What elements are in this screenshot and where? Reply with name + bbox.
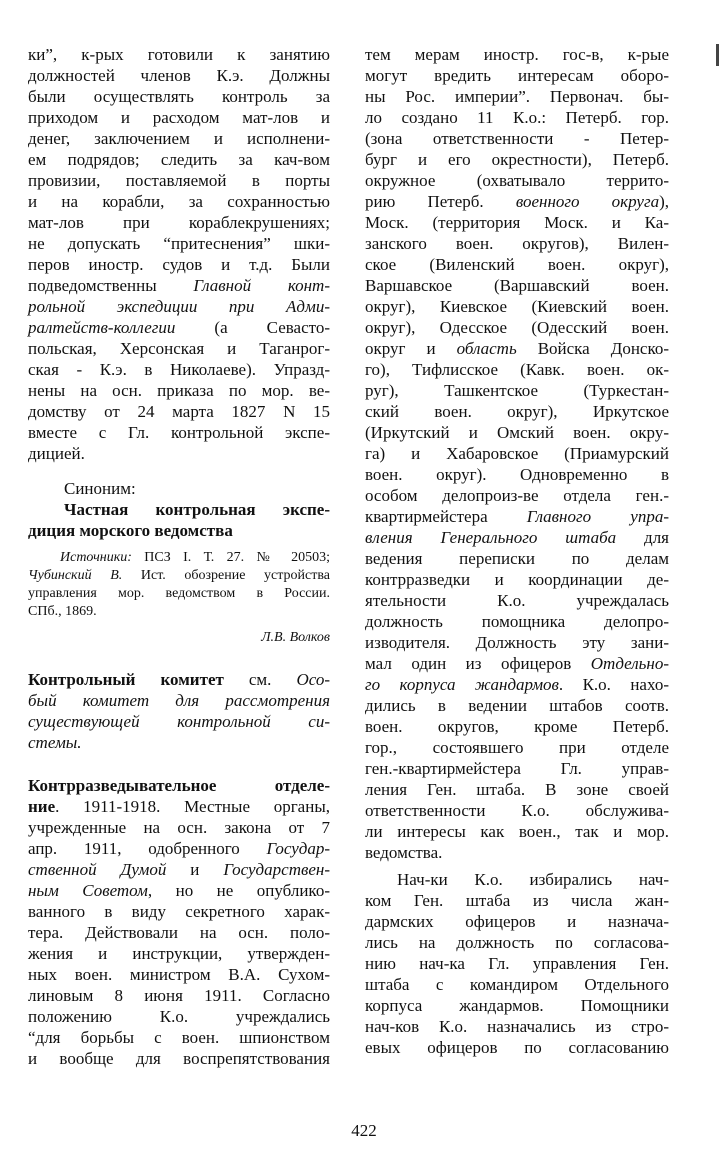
text-line: ком Ген. штаба из числа жан-	[365, 891, 669, 910]
text-line: домству от 24 марта 1827 N 15	[28, 402, 330, 421]
text-span: (а Севасто-	[214, 318, 330, 337]
text-line: нач-ков К.о. назначались из стро-	[365, 1017, 669, 1036]
right-column	[365, 44, 669, 1058]
text-span: , но не опублико-	[147, 881, 330, 900]
text-line: ский воен. округ), Иркутское	[365, 402, 669, 421]
text-line: могут вредить интересам оборо-	[365, 66, 669, 85]
author-signature: Л.В. Волков	[261, 630, 330, 645]
text-line: дармских офицеров и назнача-	[365, 912, 669, 931]
text-line: были осуществлять контроль за	[28, 87, 330, 106]
cross-reference: Государствен-	[223, 860, 330, 879]
text-line: особом делопроиз-ве отдела ген.-	[365, 486, 669, 505]
text-line: (Иркутский и Омский воен. окру-	[365, 423, 669, 442]
text-line: приходом и расходом мат-лов и	[28, 108, 330, 127]
text-span: для	[644, 528, 669, 547]
synonym-term: Частная контрольная экспе-	[64, 500, 330, 519]
cross-reference-line: стемы.	[28, 733, 82, 752]
text-line: гор., состоявшего при отделе	[365, 738, 669, 757]
text-line: ская - К.э. в Николаеве). Упразд-	[28, 360, 330, 379]
paragraph-kontrolnye-ekspeditsii	[28, 44, 330, 464]
text-line: воен. округ). Одновременно в	[365, 465, 669, 484]
sources-block	[28, 549, 330, 647]
text-line: польская, Херсонская и Таганрог-	[28, 339, 330, 358]
cross-reference-line: рольной экспедиции при Адми-	[28, 297, 330, 316]
text-line: ген.-квартирмейстера Гл. управ-	[365, 759, 669, 778]
text-line: денег, заключением и исполнени-	[28, 129, 330, 148]
cross-reference: Осо-	[296, 670, 330, 689]
entry-kontrrazvedyvatelnoe-otdelenie	[28, 775, 330, 1069]
source-ref: Ист. обозрение устройства	[140, 568, 330, 583]
sources-line: управления мор. ведомством в России.	[28, 586, 330, 601]
text-line: должность помощника делопро-	[365, 612, 669, 631]
text-span: рию Петерб.	[365, 192, 484, 211]
text-line: ных воен. министром В.А. Сухом-	[28, 965, 330, 984]
text-line: ответственности К.о. обслужива-	[365, 801, 669, 820]
text-line: и на корабли, за сохранностью	[28, 192, 330, 211]
text-line: воен. округов, кроме Петерб.	[365, 717, 669, 736]
entry-heading: Контрразведывательное отделе-	[28, 776, 330, 795]
synonym-term: диция морского ведомства	[28, 521, 233, 540]
text-line: провизии, поставляемой в порты	[28, 171, 330, 190]
text-line: окружное (охватывало террито-	[365, 171, 669, 190]
cross-reference: военного округа	[515, 192, 660, 211]
cross-reference: Главной конт-	[193, 276, 330, 295]
synonym-label: Синоним:	[64, 479, 136, 498]
text-line: Моск. (территория Моск. и Ка-	[365, 213, 669, 232]
sources-line	[28, 549, 330, 567]
text-line: ем подрядов; следить за кач-вом	[28, 150, 330, 169]
text-line: руг), Ташкентское (Туркестан-	[365, 381, 669, 400]
text-line: округ), Одесское (Одесский воен.	[365, 318, 669, 337]
text-line: нены на осн. приказа по мор. ве-	[28, 381, 330, 400]
cross-reference: ственной Думой	[28, 860, 167, 879]
cross-reference: Главного упра-	[526, 507, 669, 526]
cross-reference: вления Генерального штаба	[365, 528, 617, 547]
text-line	[28, 796, 330, 817]
cross-reference-line: бый комитет для рассмотрения	[28, 691, 330, 710]
text-line	[28, 859, 330, 880]
text-span: и	[190, 860, 200, 879]
text-span: квартирмейстера	[365, 507, 488, 526]
sources-label: Источники:	[60, 550, 132, 565]
text-line: ки”, к-рых готовили к занятию	[28, 45, 330, 64]
cross-reference: ным Советом	[28, 881, 148, 900]
text-line: не допускать “притеснения” шки-	[28, 234, 330, 253]
text-line: штаба с командиром Отдельного	[365, 975, 669, 994]
text-line: ны Рос. империи”. Первонач. бы-	[365, 87, 669, 106]
text-line	[365, 191, 669, 212]
source-author: Чубинский В.	[28, 568, 123, 583]
text-line: округ), Киевское (Киевский воен.	[365, 297, 669, 316]
entry-heading: ние	[28, 797, 56, 816]
page-edge-mark	[716, 44, 719, 66]
paragraph-nachalniki	[365, 869, 669, 1058]
text-line: ведения переписки по делам	[365, 549, 669, 568]
text-line: ло создано 11 К.о.: Петерб. гор.	[365, 108, 669, 127]
cross-reference-line: существующей контрольной си-	[28, 712, 330, 731]
left-column	[28, 44, 330, 1069]
text-span: мал один из офицеров	[365, 654, 572, 673]
text-line: го), Тифлисское (Кавк. воен. ок-	[365, 360, 669, 379]
text-line: тера. Действовали на осн. поло-	[28, 923, 330, 942]
text-line: перов иностр. судов и т.д. Были	[28, 255, 330, 274]
text-line	[28, 838, 330, 859]
text-span: . 1911-1918. Местные органы,	[55, 797, 330, 816]
text-line	[365, 506, 669, 527]
cross-reference: го корпуса жандармов	[365, 675, 559, 694]
text-line: га) и Хабаровское (Приамурский	[365, 444, 669, 463]
text-line	[28, 275, 330, 296]
text-line: жения и инструкции, утвержден-	[28, 944, 330, 963]
text-line: Нач-ки К.о. избирались нач-	[397, 870, 669, 889]
text-line: учрежденные на осн. закона от 7	[28, 818, 330, 837]
text-line: ванного в виду секретного харак-	[28, 902, 330, 921]
text-line	[365, 674, 669, 695]
page-number: 422	[351, 1121, 377, 1140]
text-line: лись на должность по согласова-	[365, 933, 669, 952]
text-line: и вообще для воспрепятствования	[28, 1049, 330, 1068]
synonym-block	[28, 478, 330, 541]
text-line: положению К.о. учреждались	[28, 1007, 330, 1026]
text-line: мат-лов при кораблекрушениях;	[28, 213, 330, 232]
text-line: Варшавское (Варшавский воен.	[365, 276, 669, 295]
text-line: линовым 8 июня 1911. Согласно	[28, 986, 330, 1005]
text-span: ),	[659, 192, 669, 211]
text-line: ведомства.	[365, 843, 443, 862]
text-span: апр. 1911, одобренного	[28, 839, 240, 858]
text-line	[365, 338, 669, 359]
text-line	[28, 880, 330, 901]
text-line: корпуса жандармов. Помощники	[365, 996, 669, 1015]
text-line	[365, 527, 669, 548]
text-line: ятельности К.о. учреждалась	[365, 591, 669, 610]
text-line: евых офицеров по согласованию	[365, 1038, 669, 1057]
see-label: см.	[248, 670, 272, 689]
text-line: (зона ответственности - Петер-	[365, 129, 669, 148]
text-line: занского воен. округов), Вилен-	[365, 234, 669, 253]
entry-heading-line	[28, 669, 330, 690]
text-line: дились в ведении штабов соотв.	[365, 696, 669, 715]
text-line: ли интересы как воен., так и мор.	[365, 822, 669, 841]
text-span: округ и	[365, 339, 436, 358]
source-ref: ПСЗ I. Т. 27. № 20503;	[144, 550, 331, 565]
text-line: ское (Виленский воен. округ),	[365, 255, 669, 274]
text-line	[28, 317, 330, 338]
text-line	[365, 653, 669, 674]
sources-line: СПб., 1869.	[28, 604, 97, 619]
sources-line	[28, 567, 330, 585]
cross-reference: область	[456, 339, 517, 358]
cross-reference: ралтейств-коллегии	[28, 318, 176, 337]
entry-kontrolnyi-komitet	[28, 669, 330, 753]
text-line: бург и его окрестности), Петерб.	[365, 150, 669, 169]
entry-heading: Контрольный комитет	[28, 670, 224, 689]
text-line: дицией.	[28, 444, 85, 463]
text-line: ления Ген. штаба. В зоне своей	[365, 780, 669, 799]
cross-reference: Государ-	[266, 839, 331, 858]
text-span: подведомственны	[28, 276, 157, 295]
paragraph-continuation	[365, 44, 669, 863]
cross-reference: Отдельно-	[590, 654, 669, 673]
text-span: Войска Донско-	[537, 339, 670, 358]
text-line: вместе с Гл. контрольной экспе-	[28, 423, 330, 442]
text-line: контрразведки и координации де-	[365, 570, 669, 589]
text-span: . К.о. нахо-	[558, 675, 669, 694]
text-line: “для борьбы с воен. шпионством	[28, 1028, 330, 1047]
text-line: нию нач-ка Гл. управления Ген.	[365, 954, 669, 973]
text-line: должностей членов К.э. Должны	[28, 66, 330, 85]
text-line: тем мерам иностр. гос-в, к-рые	[365, 45, 669, 64]
text-line: изводителя. Должность эту зани-	[365, 633, 669, 652]
